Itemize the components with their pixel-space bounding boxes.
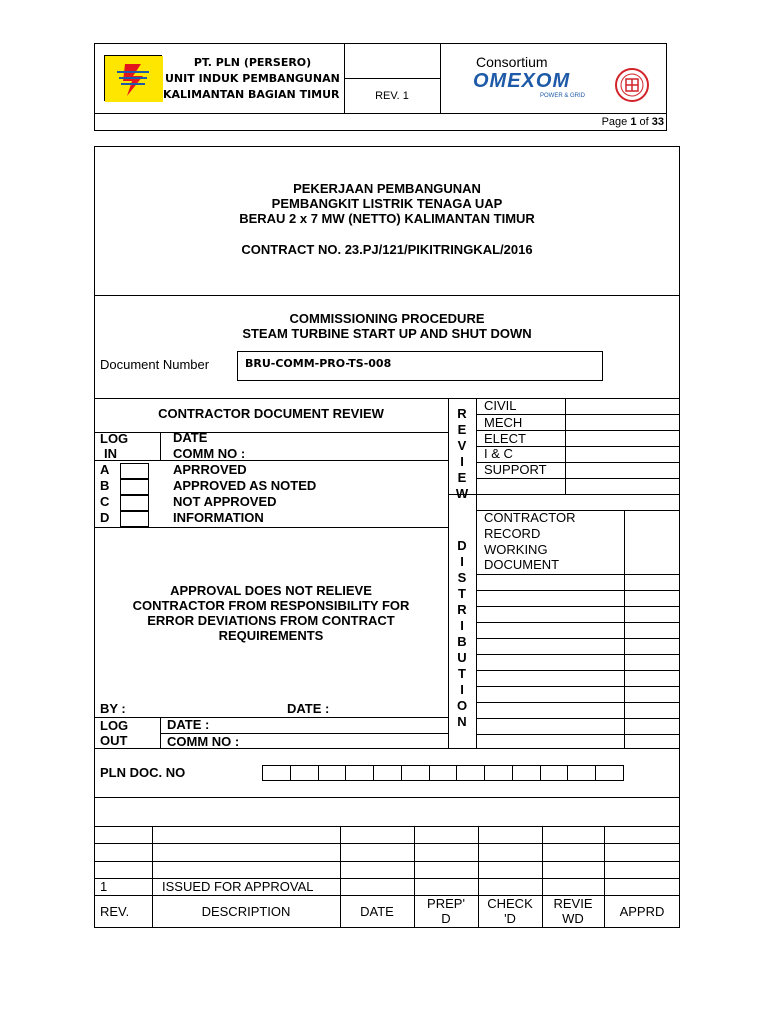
option-c-label: NOT APPROVED (173, 494, 277, 509)
document-number-value: BRU-COMM-PRO-TS-008 (245, 357, 392, 370)
column-checked-header-2: 'D (504, 911, 516, 926)
review-vertical-label: R E V I E W (455, 406, 469, 501)
option-a-label: APRROVED (173, 462, 247, 477)
distribution-vertical-label: D I S T R I B U T I O N (456, 538, 468, 729)
by-date-label: DATE : (287, 701, 330, 716)
disclaimer-line1: APPROVAL DOES NOT RELIEVE (170, 583, 372, 598)
disclaimer-line4: REQUIREMENTS (218, 628, 324, 643)
contractor-review-title: CONTRACTOR DOCUMENT REVIEW (158, 406, 384, 421)
distribution-document: DOCUMENT (484, 557, 560, 572)
company-name: PT. PLN (PERSERO) (193, 56, 312, 69)
form-frame (94, 146, 680, 928)
column-reviewed-header-1: REVIE (553, 896, 593, 911)
pln-logo (104, 55, 162, 101)
pln-doc-number-boxes[interactable] (262, 765, 624, 781)
column-prepared-header-1: PREP' (427, 896, 465, 911)
omexom-logo: OMEXOM (473, 70, 571, 92)
revision-row-description: ISSUED FOR APPROVAL (162, 879, 314, 894)
distribution-contractor: CONTRACTOR (484, 510, 576, 525)
option-d-code: D (100, 510, 110, 525)
discipline-mech: MECH (484, 415, 523, 430)
option-b-checkbox[interactable] (120, 479, 149, 495)
log-out-comm-label: COMM NO : (167, 734, 240, 749)
column-rev-header: REV. (100, 904, 130, 919)
option-a-code: A (100, 462, 110, 477)
discipline-civil: CIVIL (484, 398, 517, 413)
log-out-label-1: LOG (100, 718, 129, 733)
column-description-header: DESCRIPTION (201, 904, 291, 919)
column-checked-header-1: CHECK (487, 896, 533, 911)
distribution-record: RECORD (484, 526, 541, 541)
column-prepared-header-2: D (441, 911, 451, 926)
project-line3: BERAU 2 x 7 MW (NETTO) KALIMANTAN TIMUR (239, 211, 535, 226)
unit-name: UNIT INDUK PEMBANGUNAN (165, 72, 340, 85)
option-b-label: APPROVED AS NOTED (173, 478, 317, 493)
option-a-checkbox[interactable] (120, 463, 149, 479)
by-label: BY : (100, 701, 126, 716)
disclaimer-line3: ERROR DEVIATIONS FROM CONTRACT (147, 613, 395, 628)
disclaimer-line2: CONTRACTOR FROM RESPONSIBILITY FOR (132, 598, 410, 613)
discipline-ic: I & C (484, 446, 513, 461)
option-c-checkbox[interactable] (120, 495, 149, 511)
page-number: Page 1 of 33 (601, 116, 664, 128)
contract-number: CONTRACT NO. 23.PJ/121/PIKITRINGKAL/2016 (241, 242, 533, 257)
log-out-date-label: DATE : (167, 717, 210, 732)
option-c-code: C (100, 494, 110, 509)
log-in-date-label: DATE (173, 430, 208, 445)
project-line1: PEKERJAAN PEMBANGUNAN (293, 181, 481, 196)
discipline-elect: ELECT (484, 431, 526, 446)
pln-doc-number-label: PLN DOC. NO (100, 765, 186, 780)
option-b-code: B (100, 478, 110, 493)
log-in-label-2: IN (104, 446, 117, 461)
column-date-header: DATE (360, 904, 394, 919)
procedure-line2: STEAM TURBINE START UP AND SHUT DOWN (242, 326, 532, 341)
omexom-subtitle: POWER & GRID (540, 93, 586, 99)
procedure-line1: COMMISSIONING PROCEDURE (289, 311, 485, 326)
discipline-support: SUPPORT (484, 462, 547, 477)
log-in-comm-label: COMM NO : (173, 446, 246, 461)
option-d-checkbox[interactable] (120, 511, 149, 527)
revision-row-number: 1 (100, 879, 108, 894)
seal-logo (614, 67, 650, 103)
region-name: KALIMANTAN BAGIAN TIMUR (163, 88, 340, 101)
project-line2: PEMBANGKIT LISTRIK TENAGA UAP (271, 196, 503, 211)
revision-label: REV. 1 (375, 90, 409, 102)
log-out-label-2: OUT (100, 733, 128, 748)
column-reviewed-header-2: WD (562, 911, 584, 926)
log-in-label-1: LOG (100, 431, 129, 446)
consortium-label: Consortium (476, 54, 548, 70)
document-number-label: Document Number (100, 357, 210, 372)
column-approved-header: APPRD (619, 904, 665, 919)
distribution-working: WORKING (484, 542, 548, 557)
option-d-label: INFORMATION (173, 510, 264, 525)
